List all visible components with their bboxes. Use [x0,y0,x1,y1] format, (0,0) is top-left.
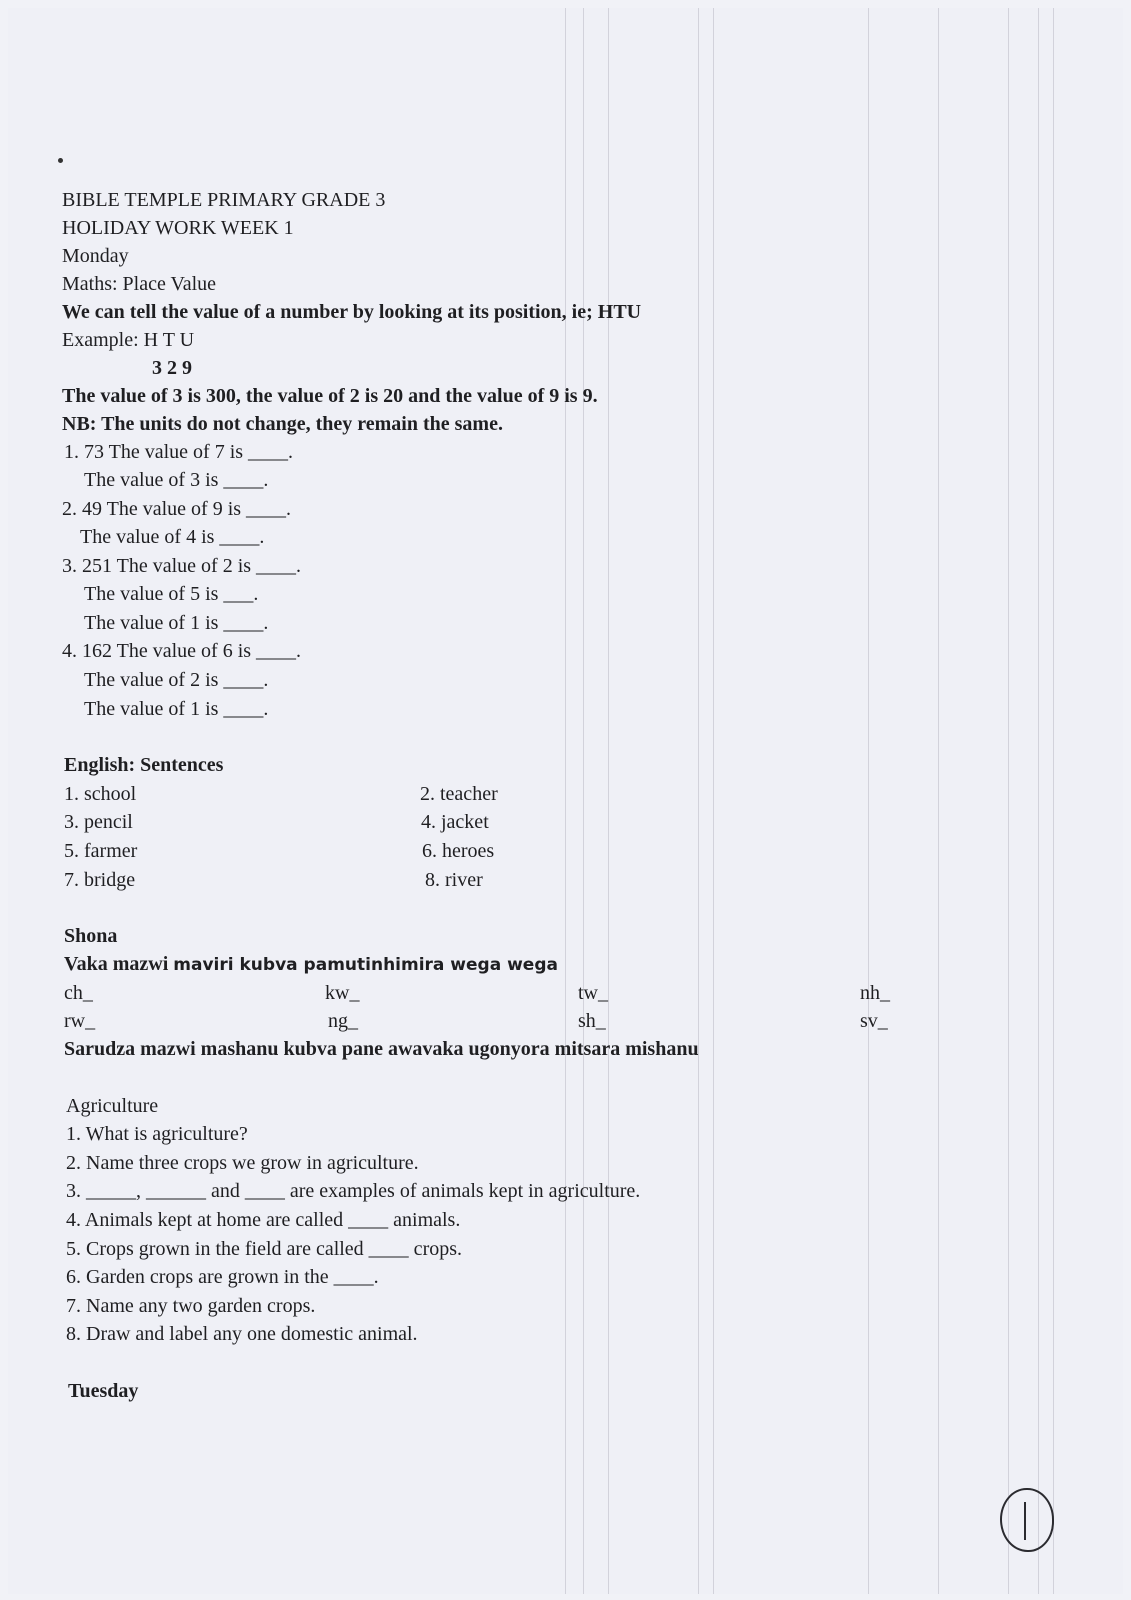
maths-question: The value of 5 is ___. [84,583,259,605]
next-day-heading: Tuesday [68,1380,139,1402]
shona-instruction-1-part-b: maviri kubva pamutinhimira wega wega [173,955,558,975]
shona-syllable: sh_ [578,1010,606,1032]
agriculture-question: 3. _____, ______ and ____ are examples of animals kept in agriculture. [66,1180,641,1202]
agriculture-question: 8. Draw and label any one domestic animal. [66,1323,418,1345]
agriculture-question: 7. Name any two garden crops. [66,1295,316,1317]
shona-syllable: ng_ [328,1010,358,1032]
maths-question: 2. 49 The value of 9 is ____. [62,498,292,520]
scan-streak [608,8,609,1594]
shona-syllable: nh_ [860,982,890,1004]
maths-question: The value of 4 is ____. [80,526,265,548]
maths-question: 3. 251 The value of 2 is ____. [62,555,302,577]
agriculture-question: 1. What is agriculture? [66,1123,248,1145]
day-heading: Monday [62,245,129,267]
scan-streak [868,8,869,1594]
scan-streak [1008,8,1009,1594]
scan-streak [565,8,566,1594]
maths-question: The value of 1 is ____. [84,612,269,634]
maths-question: 4. 162 The value of 6 is ____. [62,640,302,662]
shona-instruction-1-part-a: Vaka mazwi [64,953,174,975]
shona-instruction-1 [64,952,558,977]
english-heading: English: Sentences [64,754,224,776]
scan-streak [713,8,714,1594]
shona-instruction-2: Sarudza mazwi mashanu kubva pane awavaka ugonyora mitsara mishanu [64,1038,699,1060]
maths-question: The value of 2 is ____. [84,669,269,691]
agriculture-question: 6. Garden crops are grown in the ____. [66,1266,379,1288]
shona-syllable: rw_ [64,1010,96,1032]
shona-syllable: sv_ [860,1010,888,1032]
agriculture-question: 4. Animals kept at home are called ____ animals. [66,1209,461,1231]
scan-streak [1038,8,1039,1594]
maths-question: The value of 1 is ____. [84,698,269,720]
scan-streak [698,8,699,1594]
english-word: 3. pencil [64,811,133,833]
agriculture-heading: Agriculture [66,1095,159,1117]
worksheet-page [8,8,1123,1594]
english-word: 2. teacher [420,783,498,805]
english-word: 5. farmer [64,840,138,862]
example-number: 3 2 9 [152,357,192,379]
maths-intro: We can tell the value of a number by looking at its position, ie; HTU [62,301,642,323]
agriculture-question: 2. Name three crops we grow in agriculture. [66,1152,419,1174]
english-word: 4. jacket [421,811,489,833]
speck [58,158,63,163]
english-word: 6. heroes [422,840,495,862]
maths-heading: Maths: Place Value [62,273,217,295]
example-label: Example: H T U [62,329,195,351]
english-word: 7. bridge [64,869,136,891]
maths-question: 1. 73 The value of 7 is ____. [64,441,294,463]
scan-streak [583,8,584,1594]
agriculture-question: 5. Crops grown in the field are called ____ crops. [66,1238,463,1260]
english-word: 8. river [425,869,483,891]
maths-question: The value of 3 is ____. [84,469,269,491]
maths-note: NB: The units do not change, they remain the same. [62,413,503,435]
page-number-stroke [1024,1502,1026,1540]
school-title: BIBLE TEMPLE PRIMARY GRADE 3 [62,189,386,211]
scan-streak [938,8,939,1594]
scan-streak [1053,8,1054,1594]
worksheet-title: HOLIDAY WORK WEEK 1 [62,217,294,239]
english-word: 1. school [64,783,137,805]
shona-syllable: kw_ [325,982,360,1004]
page-number-circle [1000,1488,1054,1552]
shona-heading: Shona [64,925,118,947]
maths-explanation: The value of 3 is 300, the value of 2 is 20 and the value of 9 is 9. [62,385,598,407]
shona-syllable: tw_ [578,982,608,1004]
shona-syllable: ch_ [64,982,93,1004]
